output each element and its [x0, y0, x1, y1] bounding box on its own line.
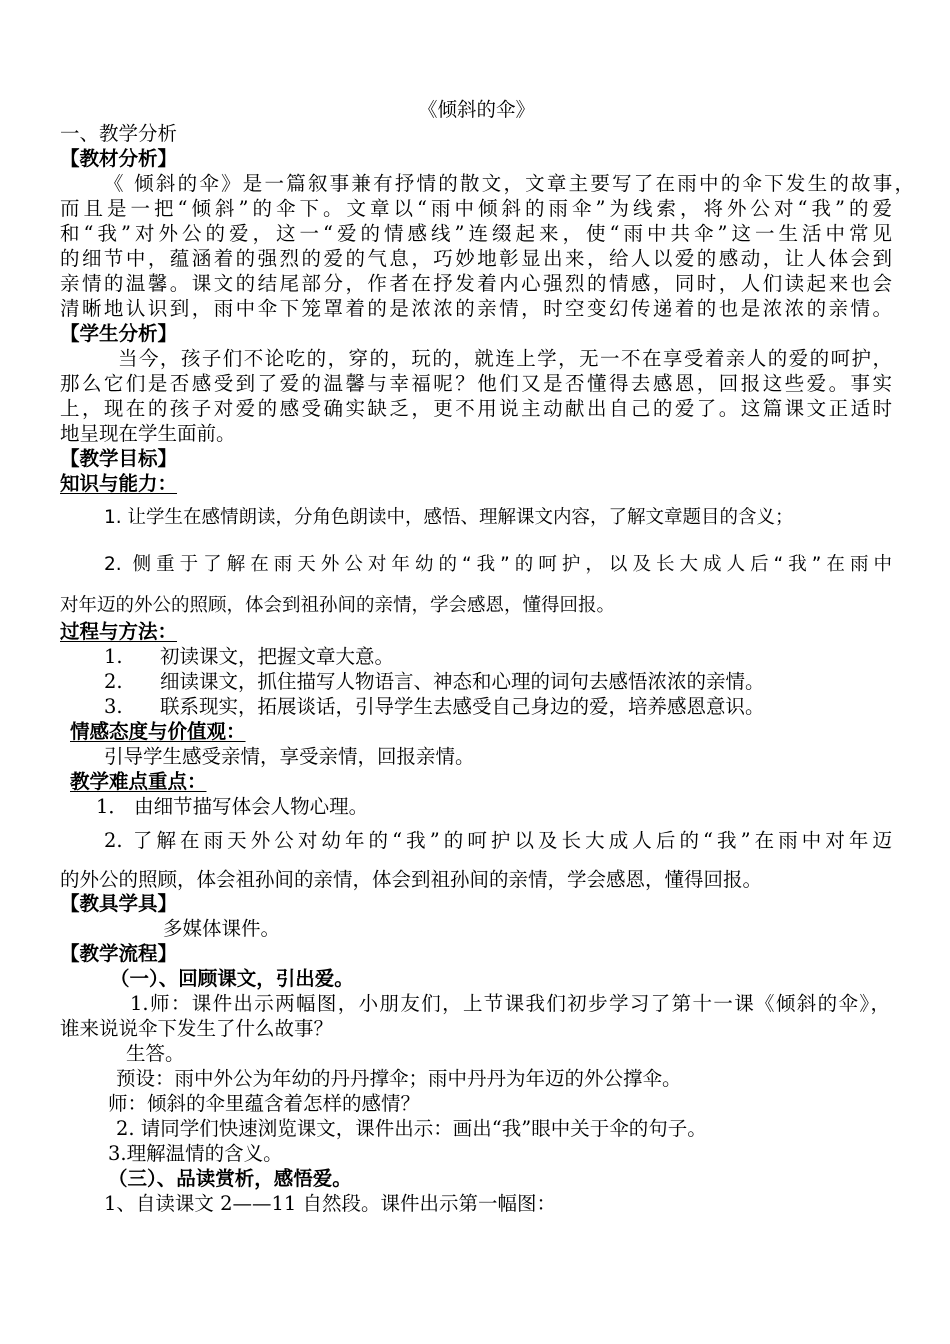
flow-part-1-heading: （一）、回顾课文，引出爱。: [110, 967, 354, 990]
flow-step-1-cont: 谁来说说伞下发生了什么故事？: [60, 1017, 334, 1040]
document-title: 《倾斜的伞》: [418, 98, 536, 121]
student-line-4: 地呈现在学生面前。: [60, 422, 236, 445]
material-line-6: 清晰地认识到，雨中伞下笼罩着的是浓浓的亲情，时空变幻传递着的也是浓浓的亲情。: [60, 297, 892, 320]
heading-student-analysis: 【学生分析】: [60, 322, 178, 345]
student-line-1: 当今，孩子们不论吃的，穿的，玩的，就连上学，无一不在享受着亲人的爱的呵护，: [118, 347, 892, 370]
heading-teaching-tools: 【教具学具】: [60, 892, 178, 915]
knowledge-item-2-cont: 对年迈的外公的照顾，体会到祖孙间的亲情，学会感恩，懂得回报。: [60, 595, 616, 616]
emotion-text: 引导学生感受亲情，享受亲情，回报亲情。: [104, 745, 475, 768]
difficulty-item-2-cont: 的外公的照顾，体会祖孙间的亲情，体会到祖孙间的亲情，学会感恩，懂得回报。: [60, 868, 763, 891]
subheading-process-method: 过程与方法：: [60, 620, 178, 643]
flow-teacher-question: 师：倾斜的伞里蕴含着怎样的感情？: [108, 1092, 421, 1115]
process-num-3: 3.: [104, 695, 123, 718]
flow-student-answer: 生答。: [126, 1042, 185, 1065]
student-line-2: 那么它们是否感受到了爱的温馨与幸福呢？他们又是否懂得去感恩，回报这些爱。事实: [60, 372, 892, 395]
heading-material-analysis: 【教材分析】: [60, 147, 178, 170]
material-line-2: 而且是一把“倾斜”的伞下。文章以“雨中倾斜的雨伞”为线索，将外公对“我”的爱: [60, 197, 892, 220]
flow-step-2: 2. 请同学们快速浏览课文，课件出示：画出“我”眼中关于伞的句子。: [116, 1117, 707, 1140]
subheading-emotion-values: 情感态度与价值观：: [70, 720, 246, 743]
difficulty-item-1: 1． 由细节描写体会人物心理。: [96, 795, 369, 818]
flow-part-3-heading: （三）、品读赏析，感悟爱。: [108, 1167, 352, 1190]
section-heading-teaching-analysis: 一、教学分析: [60, 122, 178, 145]
flow-preset: 预设：雨中外公为年幼的丹丹撑伞；雨中丹丹为年迈的外公撑伞。: [116, 1067, 682, 1090]
material-line-4: 的细节中，蕴涵着的强烈的爱的气息，巧妙地彰显出来，给人以爱的感动，让人体会到: [60, 247, 892, 270]
difficulty-item-2: 2. 了解在雨天外公对幼年的“我”的呵护以及长大成人后的“我”在雨中对年迈: [104, 829, 892, 852]
heading-teaching-flow: 【教学流程】: [60, 942, 178, 965]
knowledge-item-2: 2. 侧重于了解在雨天外公对年幼的“我”的呵护，以及长大成人后“我”在雨中: [104, 554, 892, 575]
material-line-5: 亲情的温馨。课文的结尾部分，作者在抒发着内心强烈的情感，同时，人们读起来也会: [60, 272, 892, 295]
process-item-3: 联系现实，拓展谈话，引导学生去感受自己身边的爱，培养感恩意识。: [160, 695, 765, 718]
subheading-difficulty: 教学难点重点：: [70, 770, 207, 793]
heading-teaching-goals: 【教学目标】: [60, 447, 178, 470]
material-line-3: 和“我”对外公的爱，这一“爱的情感线”连缀起来，使“雨中共伞”这一生活中常见: [60, 222, 892, 245]
process-item-1: 初读课文，把握文章大意。: [160, 645, 395, 668]
process-num-2: 2.: [104, 670, 123, 693]
subheading-knowledge-ability: 知识与能力：: [60, 472, 178, 495]
flow-step-4: 1、自读课文 2——11 自然段。课件出示第一幅图：: [104, 1192, 557, 1215]
knowledge-item-1: 1. 让学生在感情朗读，分角色朗读中，感悟、理解课文内容，了解文章题目的含义；: [104, 507, 794, 528]
flow-step-3: 3.理解温情的含义。: [108, 1142, 283, 1165]
student-line-3: 上，现在的孩子对爱的感受确实缺乏，更不用说主动献出自己的爱了。这篇课文正适时: [60, 397, 892, 420]
material-line-1: 《 倾斜的伞》是一篇叙事兼有抒情的散文，文章主要写了在雨中的伞下发生的故事，: [104, 172, 914, 195]
process-num-1: 1.: [104, 645, 123, 668]
process-item-2: 细读课文，抓住描写人物语言、神态和心理的词句去感悟浓浓的亲情。: [160, 670, 765, 693]
flow-step-1: 1.师：课件出示两幅图，小朋友们，上节课我们初步学习了第十一课《倾斜的伞》，: [130, 992, 890, 1015]
tools-text: 多媒体课件。: [163, 917, 281, 940]
